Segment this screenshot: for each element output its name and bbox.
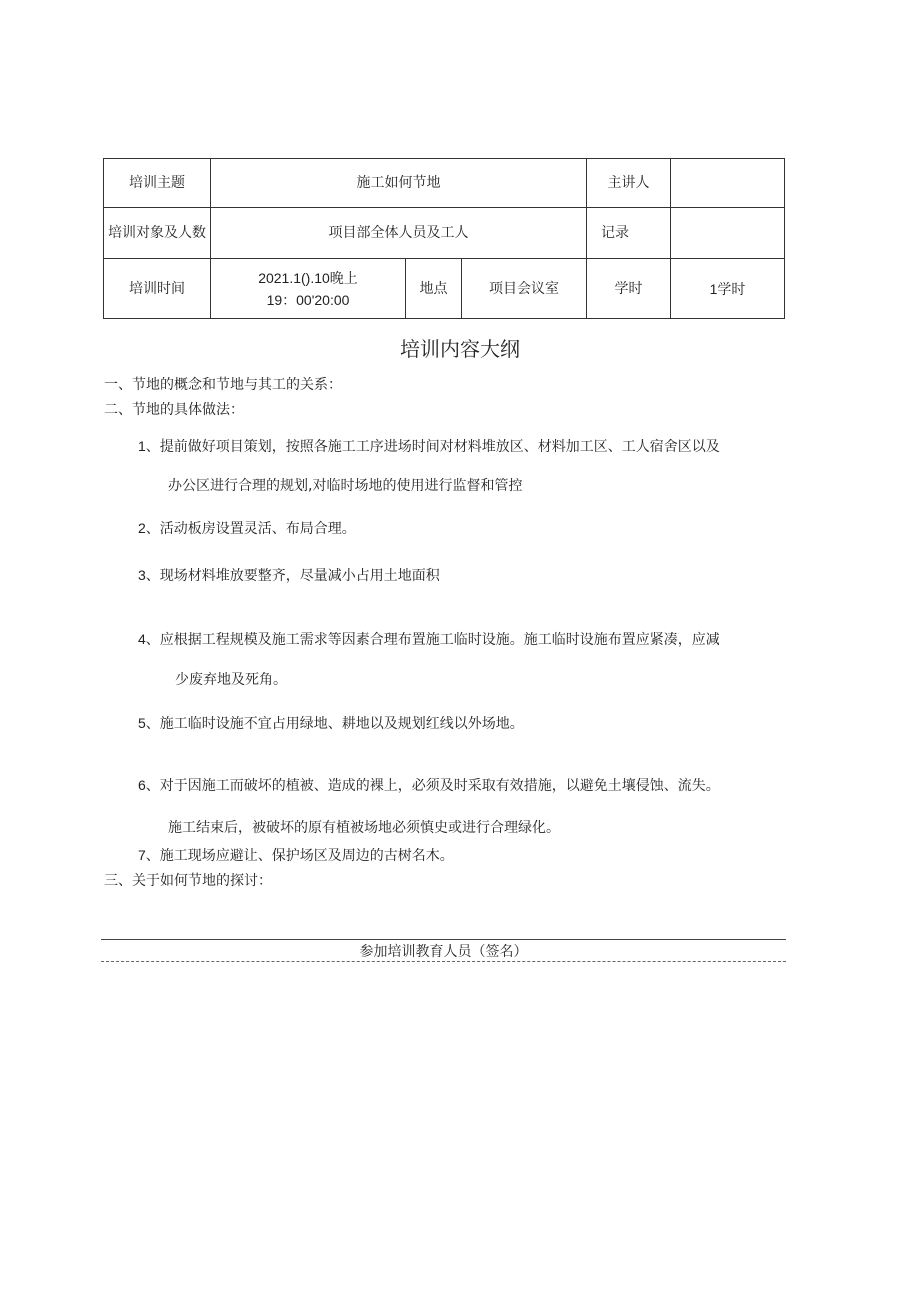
signature-label: 参加培训教育人员（签名） bbox=[359, 944, 528, 960]
item-text: 应根据工程规模及施工需求等因素合理布置施工临时设施。施工临时设施布置应紧凑，应减 bbox=[159, 632, 720, 648]
section-3: 三、关于如何节地的探讨： bbox=[104, 873, 272, 889]
list-item-1-cont: 办公区进行合理的规划,对临时场地的使用进行监督和管控 bbox=[168, 478, 523, 494]
list-item-5 bbox=[138, 713, 524, 733]
list-item-1 bbox=[138, 436, 720, 456]
item-number: 4、 bbox=[138, 631, 160, 647]
speaker-label: 主讲人 bbox=[587, 159, 671, 208]
item-text: 施工临时设施不宜占用绿地、耕地以及规划红线以外场地。 bbox=[159, 716, 524, 732]
item-number: 3、 bbox=[138, 567, 160, 583]
time-line-1: 2021.1().10晚上 bbox=[258, 269, 358, 286]
signature-top-rule bbox=[101, 939, 786, 940]
table-row bbox=[104, 159, 785, 208]
item-text: 对于因施工而破坏的植被、造成的裸上，必须及时采取有效措施，以避免土壤侵蚀、流失。 bbox=[159, 778, 720, 794]
table-row bbox=[104, 259, 785, 319]
list-item-7 bbox=[138, 845, 454, 865]
section-1: 一、节地的概念和节地与其工的关系： bbox=[104, 377, 342, 393]
time-value bbox=[211, 259, 406, 319]
outline-title: 培训内容大纲 bbox=[400, 337, 520, 361]
location-value: 项目会议室 bbox=[462, 259, 587, 319]
list-item-4-cont: 少废弃地及死角。 bbox=[175, 672, 287, 688]
record-label: 记录 bbox=[587, 208, 671, 259]
training-info-table bbox=[103, 158, 785, 319]
speaker-value bbox=[671, 159, 785, 208]
location-label: 地点 bbox=[406, 259, 462, 319]
audience-label: 培训对象及人数 bbox=[104, 208, 211, 259]
item-text: 活动板房设置灵活、布局合理。 bbox=[159, 521, 356, 537]
item-number: 5、 bbox=[138, 715, 160, 731]
list-item-6-cont: 施工结束后，被破坏的原有植被场地必须慎史或进行合理绿化。 bbox=[168, 820, 560, 836]
signature-bottom-rule bbox=[101, 961, 786, 962]
hours-label: 学时 bbox=[587, 259, 671, 319]
audience-value: 项目部全体人员及工人 bbox=[211, 208, 587, 259]
list-item-6 bbox=[138, 775, 720, 795]
item-text: 提前做好项目策划，按照各施工工序进场时间对材料堆放区、材料加工区、工人宿舍区以及 bbox=[159, 439, 720, 455]
item-text: 施工现场应避让、保护场区及周边的古树名木。 bbox=[159, 848, 454, 864]
table-row bbox=[104, 208, 785, 259]
hours-value: 1学时 bbox=[671, 259, 785, 319]
list-item-4 bbox=[138, 629, 720, 649]
topic-value: 施工如何节地 bbox=[211, 159, 587, 208]
list-item-2 bbox=[138, 518, 356, 538]
time-label: 培训时间 bbox=[104, 259, 211, 319]
item-number: 7、 bbox=[138, 847, 160, 863]
section-2: 二、节地的具体做法： bbox=[104, 402, 244, 418]
item-number: 6、 bbox=[138, 777, 160, 793]
item-number: 1、 bbox=[138, 438, 160, 454]
topic-label: 培训主题 bbox=[104, 159, 211, 208]
item-text: 现场材料堆放要整齐，尽量减小占用土地面积 bbox=[159, 568, 440, 584]
time-line-2: 19：00'20:00 bbox=[266, 291, 350, 308]
record-value bbox=[671, 208, 785, 259]
item-number: 2、 bbox=[138, 520, 160, 536]
list-item-3 bbox=[138, 565, 440, 585]
